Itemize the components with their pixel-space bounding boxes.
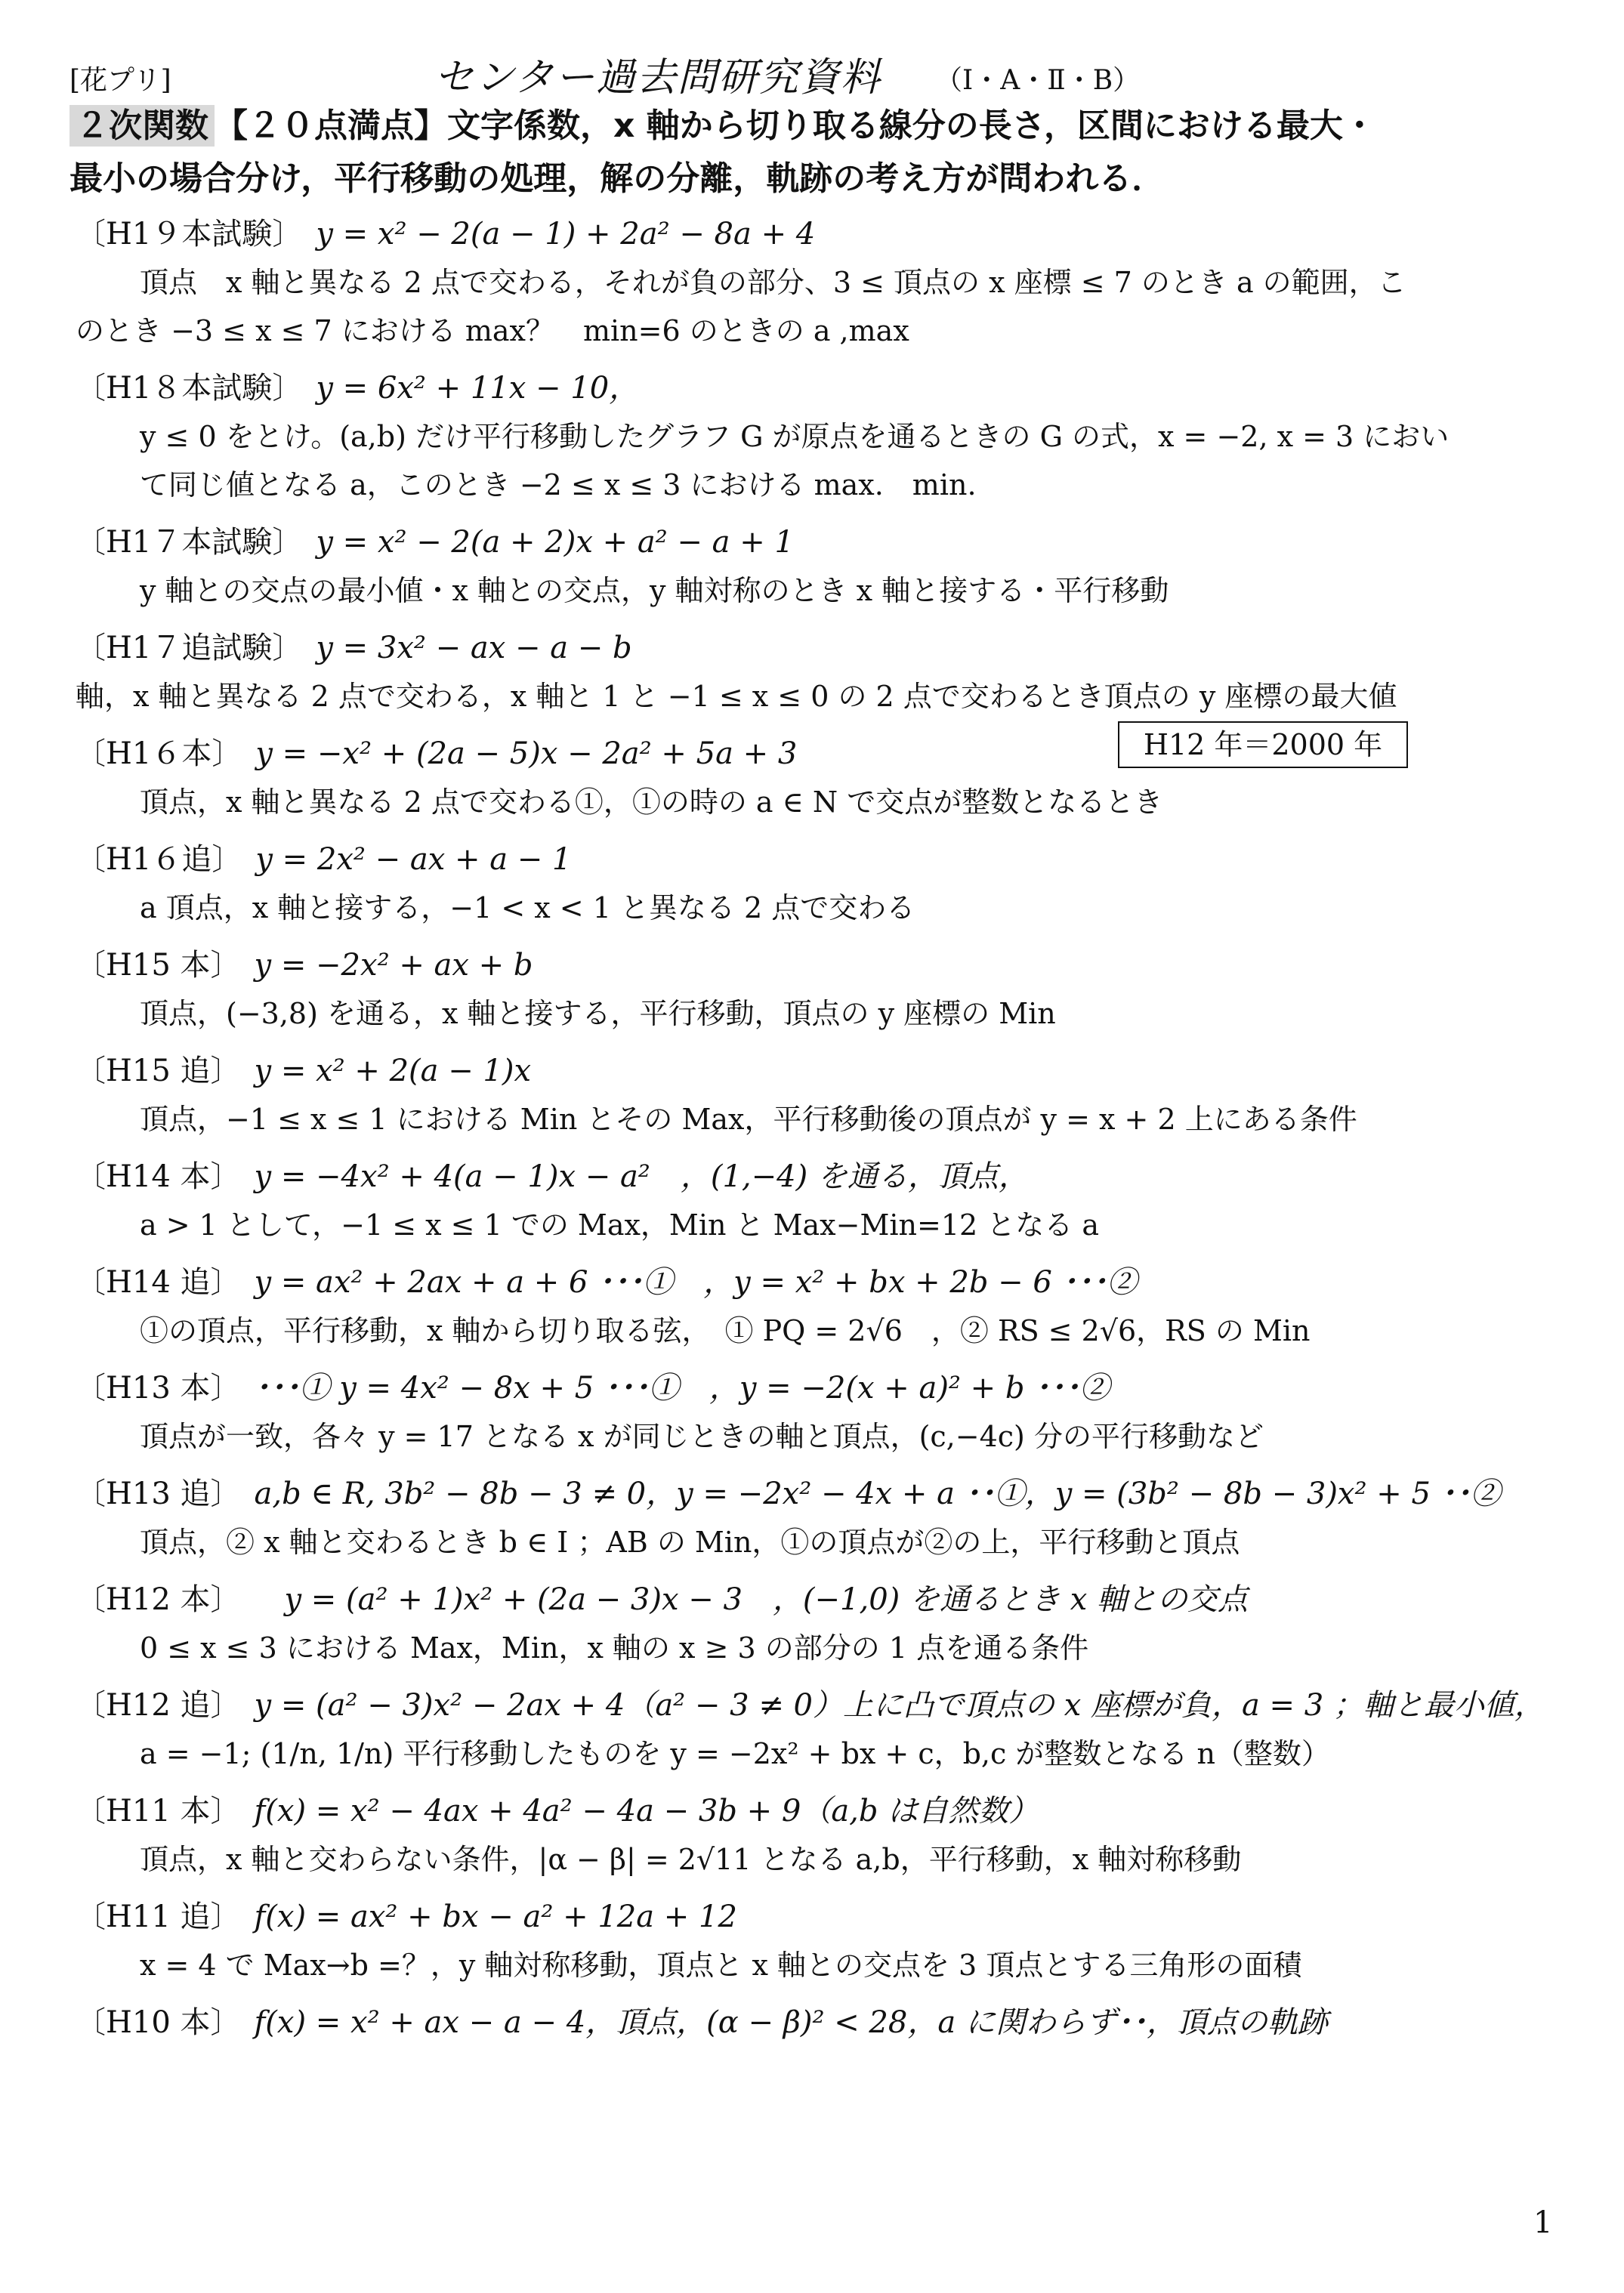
exam-tag: 〔H1６本〕 bbox=[76, 736, 242, 771]
intro-line-2: 最小の場合分け，平行移動の処理，解の分離，軌跡の考え方が問われる． bbox=[69, 159, 1166, 198]
entry-equation-line bbox=[76, 1893, 1579, 1941]
entry-formula: y = −4x² + 4(a − 1)x − a² ，(1,−4) を通る，頂点， bbox=[254, 1159, 1029, 1194]
exam-entry bbox=[76, 1364, 1579, 1461]
header-tag: [花プリ] bbox=[69, 65, 171, 96]
exam-entry bbox=[76, 1787, 1579, 1884]
entry-equation-line bbox=[76, 518, 1579, 566]
entry-description: 頂点，x 軸と交わらない条件，|α − β| = 2√11 となる a,b，平行移動，x 軸対称移動 bbox=[140, 1843, 1242, 1876]
page-number: 1 bbox=[1533, 2205, 1553, 2240]
entry-description: て同じ値となる a，このとき −2 ≤ x ≤ 3 における max. min. bbox=[140, 468, 977, 501]
exam-tag: 〔H11 追〕 bbox=[76, 1900, 241, 1934]
exam-tag: 〔H10 本〕 bbox=[76, 2005, 241, 2040]
exam-tag: 〔H12 追〕 bbox=[76, 1688, 241, 1723]
entry-equation-line bbox=[76, 1787, 1579, 1835]
entry-description: ①の頂点，平行移動，x 軸から切り取る弦， ① PQ = 2√6 ，② RS ≤ 2√6，RS の Min bbox=[140, 1314, 1311, 1347]
entry-formula: y = −x² + (2a − 5)x − 2a² + 5a + 3 bbox=[255, 736, 798, 771]
topic-label: ２次関数 bbox=[69, 105, 215, 147]
entry-equation-line bbox=[76, 1998, 1579, 2047]
entry-equation-line bbox=[76, 1681, 1579, 1730]
entry-description: a = −1; (1/n, 1/n) 平行移動したものを y = −2x² + bx + c，b,c が整数となる n（整数） bbox=[140, 1737, 1330, 1770]
exam-tag: 〔H15 追〕 bbox=[76, 1054, 241, 1088]
entry-description: 頂点，② x 軸と交わるとき b ∈ I ；AB の Min，①の頂点が②の上，平行移動と頂点 bbox=[140, 1526, 1240, 1559]
entry-description: a 頂点，x 軸と接する，−1 < x < 1 と異なる 2 点で交わる bbox=[140, 891, 915, 924]
exam-tag: 〔H12 本〕 bbox=[76, 1582, 241, 1617]
exam-entry bbox=[76, 1047, 1579, 1143]
exam-entry bbox=[76, 1893, 1579, 1989]
exam-tag: 〔H1６追〕 bbox=[76, 842, 242, 877]
exam-entry bbox=[76, 1998, 1579, 2047]
intro-line-1 bbox=[69, 98, 1376, 147]
entry-description: 0 ≤ x ≤ 3 における Max，Min，x 軸の x ≥ 3 の部分の 1 点を通る条件 bbox=[140, 1631, 1089, 1665]
entry-equation-line bbox=[76, 1258, 1579, 1307]
entry-equation-line bbox=[76, 1153, 1579, 1201]
entry-formula: y = −2x² + ax + b bbox=[254, 948, 533, 983]
entry-description: のとき −3 ≤ x ≤ 7 における max？ min=6 のときの a ,max bbox=[76, 314, 909, 347]
exam-tag: 〔H1８本試験〕 bbox=[76, 371, 303, 406]
exam-entry bbox=[76, 1258, 1579, 1355]
exam-entry bbox=[76, 210, 1579, 355]
entry-equation-line bbox=[76, 1364, 1579, 1412]
entry-formula: f(x) = x² − 4ax + 4a² − 4a − 3b + 9（a,b は自然数） bbox=[254, 1794, 1039, 1829]
document-subtitle: （Ⅰ・A・Ⅱ・B） bbox=[935, 65, 1141, 96]
exam-tag: 〔H1７追試験〕 bbox=[76, 631, 303, 665]
entry-formula: f(x) = x² + ax − a − 4，頂点，(α − β)² < 28，a に関わらず･･，頂点の軌跡 bbox=[254, 2005, 1328, 2040]
exam-entry bbox=[76, 364, 1579, 509]
intro-text-1: 文字係数，x 軸から切り取る線分の長さ，区間における最大・ bbox=[447, 106, 1376, 145]
entry-description: 軸，x 軸と異なる 2 点で交わる，x 軸と 1 と −1 ≤ x ≤ 0 の 2 点で交わるとき頂点の y 座標の最大値 bbox=[76, 680, 1397, 713]
entry-equation-line bbox=[76, 210, 1579, 258]
exam-entry bbox=[76, 1681, 1579, 1778]
exam-entry bbox=[76, 624, 1579, 721]
exam-entry bbox=[76, 518, 1579, 615]
entry-formula: y = 2x² − ax + a − 1 bbox=[255, 842, 572, 877]
entry-equation-line bbox=[76, 624, 1579, 672]
exam-entry bbox=[76, 941, 1579, 1038]
exam-entry bbox=[76, 1470, 1579, 1566]
entry-equation-line bbox=[76, 1047, 1579, 1095]
entry-equation-line bbox=[76, 1575, 1579, 1624]
entry-description: y ≤ 0 をとけ。(a,b) だけ平行移動したグラフ G が原点を通るときの G の式，x = −2, x = 3 におい bbox=[140, 420, 1450, 453]
entry-description: 頂点 x 軸と異なる 2 点で交わる，それが負の部分、3 ≤ 頂点の x 座標 ≤ 7 のとき a の範囲，こ bbox=[140, 266, 1406, 299]
entry-formula: y = 6x² + 11x − 10， bbox=[316, 371, 640, 406]
entry-formula: y = x² − 2(a − 1) + 2a² − 8a + 4 bbox=[316, 217, 816, 252]
entry-equation-line bbox=[76, 941, 1579, 989]
entry-description: y 軸との交点の最小値・x 軸との交点，y 軸対称のとき x 軸と接する・平行移動 bbox=[140, 574, 1169, 607]
entry-description: 頂点，(−3,8) を通る，x 軸と接する，平行移動，頂点の y 座標の Min bbox=[140, 997, 1056, 1030]
exam-tag: 〔H15 本〕 bbox=[76, 948, 241, 983]
entry-equation-line bbox=[76, 1470, 1579, 1518]
entry-description: 頂点が一致，各々 y = 17 となる x が同じときの軸と頂点，(c,−4c) 分の平行移動など bbox=[140, 1420, 1264, 1453]
entry-description: 頂点，−1 ≤ x ≤ 1 における Min とその Max，平行移動後の頂点が y = x + 2 上にある条件 bbox=[140, 1103, 1357, 1136]
exam-entry bbox=[76, 1153, 1579, 1249]
entry-formula: y = ax² + 2ax + a + 6 ･･･① ，y = x² + bx + 2b − 6 ･･･② bbox=[254, 1265, 1138, 1300]
exam-tag: 〔H1７本試験〕 bbox=[76, 525, 303, 560]
year-note-box: H12 年＝2000 年 bbox=[1118, 721, 1408, 768]
document-title: センター過去問研究資料 bbox=[434, 55, 881, 100]
exam-tag: 〔H14 本〕 bbox=[76, 1159, 241, 1194]
entry-equation-line bbox=[76, 364, 1579, 412]
exam-tag: 〔H13 追〕 bbox=[76, 1477, 241, 1511]
entry-description: 頂点，x 軸と異なる 2 点で交わる①，①の時の a ∈ N で交点が整数となるとき bbox=[140, 785, 1163, 819]
entry-description: a > 1 として，−1 ≤ x ≤ 1 での Max，Min と Max−Min=12 となる a bbox=[140, 1208, 1099, 1242]
exam-entry-list bbox=[76, 210, 1579, 2056]
exam-entry bbox=[76, 1575, 1579, 1672]
entry-formula: ･･･① y = 4x² − 8x + 5 ･･･① ，y = −2(x + a)² + b ･･･② bbox=[254, 1371, 1110, 1406]
entry-formula: f(x) = ax² + bx − a² + 12a + 12 bbox=[254, 1900, 737, 1934]
entry-formula: y = (a² + 1)x² + (2a − 3)x − 3 ，(−1,0) を通るとき x 軸との交点 bbox=[254, 1582, 1248, 1617]
exam-entry bbox=[76, 835, 1579, 932]
entry-equation-line bbox=[76, 835, 1579, 884]
entry-formula: y = x² + 2(a − 1)x bbox=[254, 1054, 532, 1088]
points-label: 【２０点満点】 bbox=[215, 106, 447, 145]
entry-description: x = 4 で Max→b =？，y 軸対称移動，頂点と x 軸との交点を 3 頂点とする三角形の面積 bbox=[140, 1949, 1302, 1982]
exam-tag: 〔H11 本〕 bbox=[76, 1794, 241, 1829]
exam-tag: 〔H14 追〕 bbox=[76, 1265, 241, 1300]
entry-formula: y = (a² − 3)x² − 2ax + 4（a² − 3 ≠ 0）上に凸で頂点の x 座標が負，a = 3 ；軸と最小値， bbox=[254, 1688, 1545, 1723]
entry-formula: a,b ∈ R, 3b² − 8b − 3 ≠ 0，y = −2x² − 4x + a ･･①，y = (3b² − 8b − 3)x² + 5 ･･② bbox=[254, 1477, 1501, 1511]
exam-tag: 〔H13 本〕 bbox=[76, 1371, 241, 1406]
entry-formula: y = 3x² − ax − a − b bbox=[316, 631, 632, 665]
exam-tag: 〔H1９本試験〕 bbox=[76, 217, 303, 252]
entry-formula: y = x² − 2(a + 2)x + a² − a + 1 bbox=[316, 525, 794, 560]
